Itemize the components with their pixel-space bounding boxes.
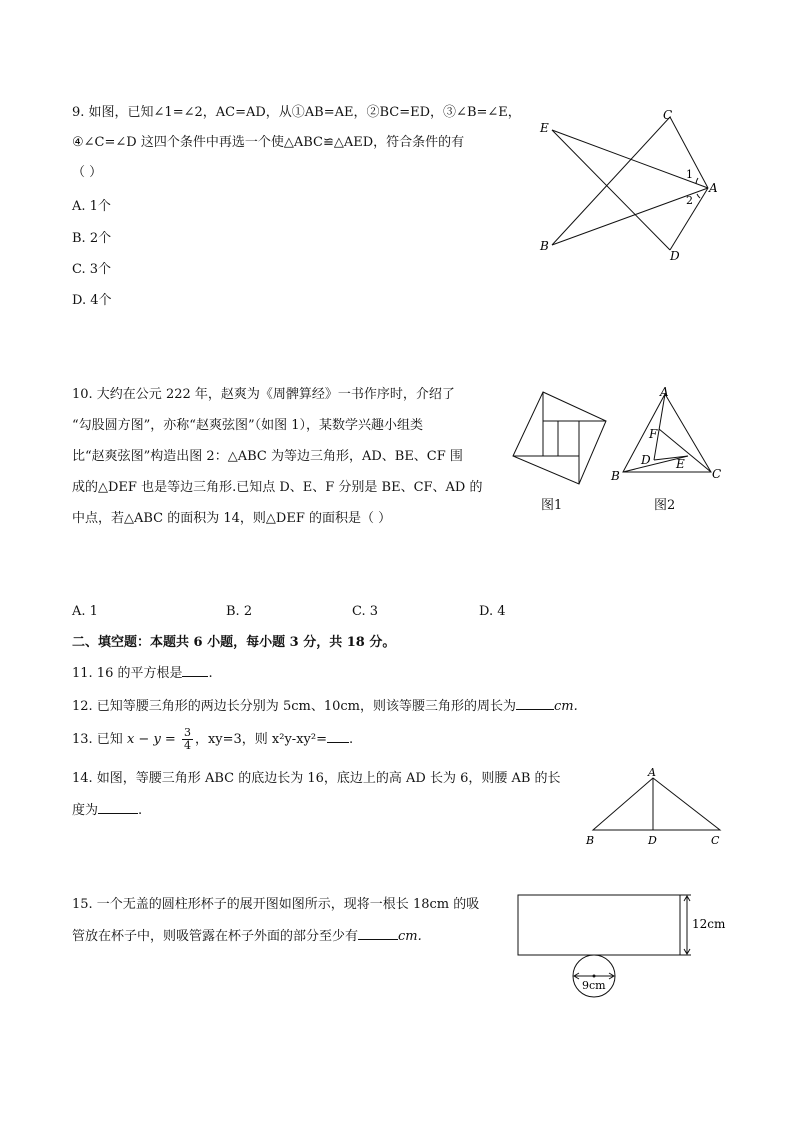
- q11: [72, 664, 213, 683]
- q15-line-2-text: 管放在杯子中，则吸管露在杯子外面的部分至少有: [72, 929, 359, 944]
- q11-blank: [182, 664, 208, 677]
- q9-label-c: C: [663, 108, 673, 122]
- q10-option-c: C. 3: [352, 604, 379, 619]
- q10-label-f: F: [649, 427, 658, 441]
- q10-line-3: 比“赵爽弦图”构造出图 2：△ABC 为等边三角形，AD、BE、CF 围: [72, 449, 463, 464]
- q14-figure: [580, 764, 730, 850]
- q9-angle-2: 2: [686, 194, 693, 207]
- q10-label-e: E: [676, 457, 685, 471]
- q12-blank: [516, 697, 554, 710]
- q15-height-label: 12cm: [692, 917, 726, 931]
- q9-label-b: B: [540, 239, 549, 253]
- q13-end: .: [349, 732, 354, 747]
- q13-prefix: 13. 已知: [72, 732, 123, 747]
- q9-label-a: A: [709, 181, 718, 195]
- q14-end: .: [138, 803, 143, 818]
- q14-line-2: [72, 801, 142, 820]
- q14-blank: [98, 801, 138, 814]
- q15-diameter-label: 9cm: [582, 979, 606, 992]
- q10-option-d: D. 4: [479, 604, 506, 619]
- q9-option-d: D. 4个: [72, 293, 112, 308]
- q10-line-2: “勾股圆方图”，亦称“赵爽弦图”（如图 1），某数学兴趣小组类: [72, 418, 423, 433]
- q10-option-b: B. 2: [226, 604, 253, 619]
- q13-blank: [327, 730, 349, 743]
- q10-figure-1-caption: 图1: [541, 498, 563, 513]
- q13-denominator: 4: [183, 739, 191, 752]
- q10-figure-2: [608, 384, 728, 484]
- q11-text: 11. 16 的平方根是: [72, 666, 183, 681]
- q9-angle-1: 1: [686, 168, 693, 181]
- q14-label-c: C: [711, 834, 720, 847]
- q10-label-d: D: [641, 453, 651, 467]
- q14-line-2-text: 度为: [72, 803, 99, 818]
- q13-expr: x − y =: [126, 732, 176, 747]
- q10-line-1: 10. 大约在公元 222 年，赵爽为《周髀算经》一书作序时，介绍了: [72, 387, 455, 402]
- q10-label-a: A: [660, 385, 669, 399]
- q9-line-1: 9. 如图，已知∠1=∠2，AC=AD，从①AB=AE，②BC=ED，③∠B=∠E，: [72, 105, 521, 120]
- q10-label-b: B: [611, 469, 620, 483]
- q10-figure-1: [508, 388, 608, 488]
- q13-numerator: 3: [183, 726, 191, 739]
- q10-line-4: 成的△DEF 也是等边三角形.已知点 D、E、F 分别是 BE、CF、AD 的: [72, 480, 483, 495]
- q10-line-5: 中点，若△ABC 的面积为 14，则△DEF 的面积是（ ）: [72, 511, 392, 526]
- q12-unit: cm.: [553, 699, 578, 714]
- q14-line-1: 14. 如图，等腰三角形 ABC 的底边长为 16，底边上的高 AD 长为 6，则腰 AB 的长: [72, 771, 561, 786]
- q15-unit: cm.: [398, 929, 422, 944]
- q9-label-e: E: [540, 121, 549, 135]
- q14-label-d: D: [648, 834, 657, 847]
- q10-label-c: C: [712, 467, 722, 481]
- q15-line-2: [72, 927, 422, 946]
- q13: [72, 726, 353, 754]
- q9-line-3: （ ）: [72, 165, 103, 180]
- q13-fraction: [182, 727, 193, 752]
- q10-option-a: A. 1: [72, 604, 98, 619]
- q9-line-2: ④∠C=∠D 这四个条件中再选一个使△ABC≌△AED，符合条件的有: [72, 135, 465, 150]
- q10-figure-2-caption: 图2: [654, 498, 676, 513]
- q11-end: .: [208, 666, 213, 681]
- q14-label-a: A: [648, 766, 656, 779]
- q13-mid: ，xy=3，则 x²y-xy²=: [194, 732, 327, 747]
- q12-text: 12. 已知等腰三角形的两边长分别为 5cm、10cm，则该等腰三角形的周长为: [72, 699, 516, 714]
- q15-blank: [358, 927, 398, 940]
- q9-figure: [530, 100, 730, 270]
- q15-figure: [510, 888, 730, 1000]
- q12: [72, 697, 578, 716]
- q9-option-c: C. 3个: [72, 262, 112, 277]
- q15-circle-center: [593, 975, 596, 978]
- q15-line-1: 15. 一个无盖的圆柱形杯子的展开图如图所示，现将一根长 18cm 的吸: [72, 897, 480, 912]
- q9-option-b: B. 2个: [72, 231, 112, 246]
- section-2-heading: 二、填空题：本题共 6 小题，每小题 3 分，共 18 分。: [72, 635, 396, 650]
- q9-option-a: A. 1个: [72, 199, 111, 214]
- q14-label-b: B: [586, 834, 595, 847]
- q9-label-d: D: [670, 249, 680, 263]
